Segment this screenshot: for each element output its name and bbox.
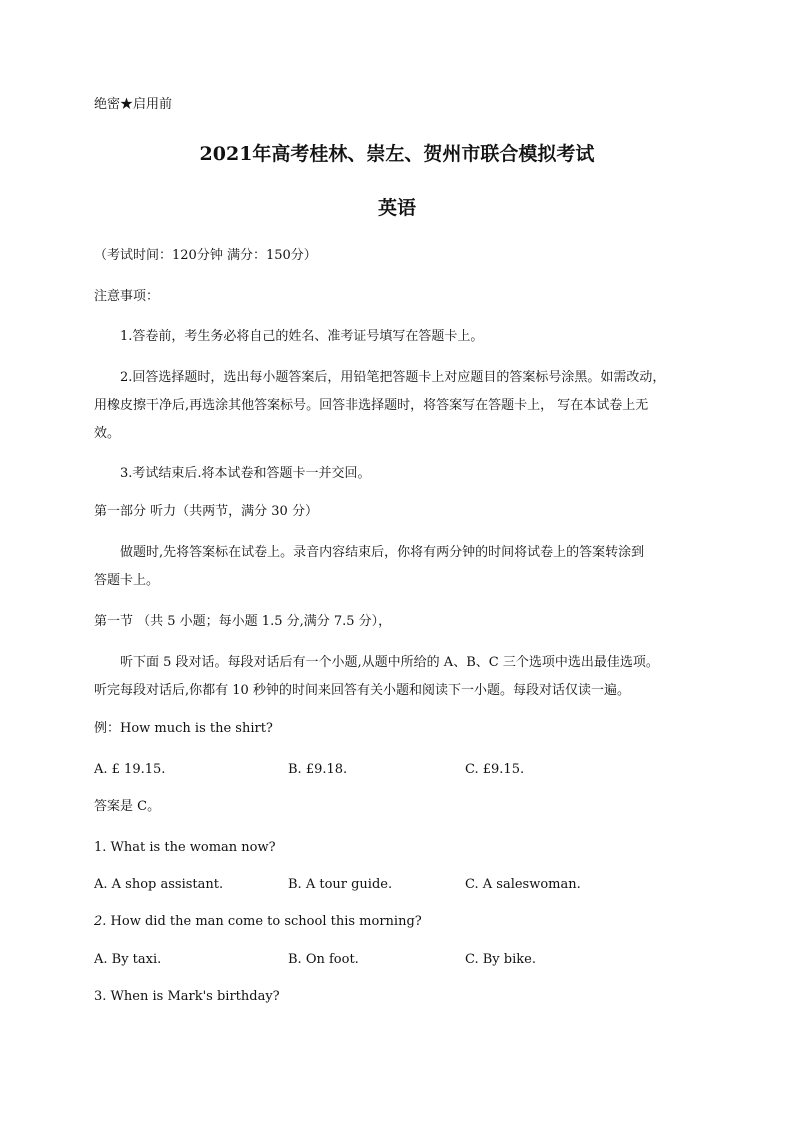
note-item-3: 3.考试结束后.将本试卷和答题卡一并交回。 bbox=[120, 466, 371, 481]
question-2-option-c: C. By bike. bbox=[465, 952, 536, 967]
note-item-2-line-3: 效。 bbox=[94, 426, 121, 441]
question-number: 3. bbox=[94, 989, 107, 1004]
question-1 bbox=[94, 840, 276, 856]
question-number: 1. bbox=[94, 840, 107, 855]
note-item-1: 1.答卷前，考生务必将自己的姓名、准考证号填写在答题卡上。 bbox=[120, 329, 484, 344]
question-2 bbox=[94, 914, 422, 930]
section1-heading: 第一节 （共 5 小题；每小题 1.5 分,满分 7.5 分）， bbox=[94, 614, 392, 629]
question-number: 2. bbox=[94, 914, 107, 929]
notes-heading: 注意事项： bbox=[94, 289, 160, 304]
example-option-a: A. £ 19.15. bbox=[94, 762, 166, 777]
question-text: How did the man come to school this morning? bbox=[110, 914, 422, 929]
subject-title: 英语 bbox=[377, 197, 416, 219]
exam-title: 2021年高考桂林、崇左、贺州市联合模拟考试 bbox=[199, 143, 595, 165]
question-text: What is the woman now? bbox=[110, 840, 276, 855]
section1-instruction-line-1: 听下面 5 段对话。每段对话后有一个小题,从题中所给的 A、B、C 三个选项中选出最佳选项。 bbox=[120, 655, 659, 670]
example-question: 例：How much is the shirt? bbox=[94, 721, 273, 736]
question-1-option-c: C. A saleswoman. bbox=[465, 877, 581, 892]
part1-instruction-line-1: 做题时,先将答案标在试卷上。录音内容结束后，你将有两分钟的时间将试卷上的答案转涂到 bbox=[120, 545, 645, 560]
note-item-2-line-1: 2.回答选择题时，选出每小题答案后，用铅笔把答题卡上对应题目的答案标号涂黑。如需改动， bbox=[120, 370, 666, 385]
exam-info: （考试时间：120分钟 满分：150分） bbox=[94, 248, 317, 263]
example-option-c: C. £9.15. bbox=[465, 762, 525, 777]
part1-heading: 第一部分 听力（共两节，满分 30 分） bbox=[94, 504, 318, 519]
example-answer: 答案是 C。 bbox=[94, 799, 161, 814]
question-1-option-b: B. A tour guide. bbox=[288, 877, 393, 892]
question-3 bbox=[94, 989, 280, 1005]
note-item-2-line-2: 用橡皮擦干净后,再选涂其他答案标号。回答非选择题时，将答案写在答题卡上， 写在本试卷上无 bbox=[94, 398, 649, 413]
question-1-option-a: A. A shop assistant. bbox=[94, 877, 224, 892]
example-option-b: B. £9.18. bbox=[288, 762, 348, 777]
part1-instruction-line-2: 答题卡上。 bbox=[94, 573, 160, 588]
confidential-mark: 绝密★启用前 bbox=[94, 97, 173, 112]
question-2-option-b: B. On foot. bbox=[288, 952, 359, 967]
section1-instruction-line-2: 听完每段对话后,你都有 10 秒钟的时间来回答有关小题和阅读下一小题。每段对话仅读一遍。 bbox=[94, 683, 630, 698]
question-2-option-a: A. By taxi. bbox=[94, 952, 162, 967]
question-text: When is Mark's birthday? bbox=[110, 989, 280, 1004]
